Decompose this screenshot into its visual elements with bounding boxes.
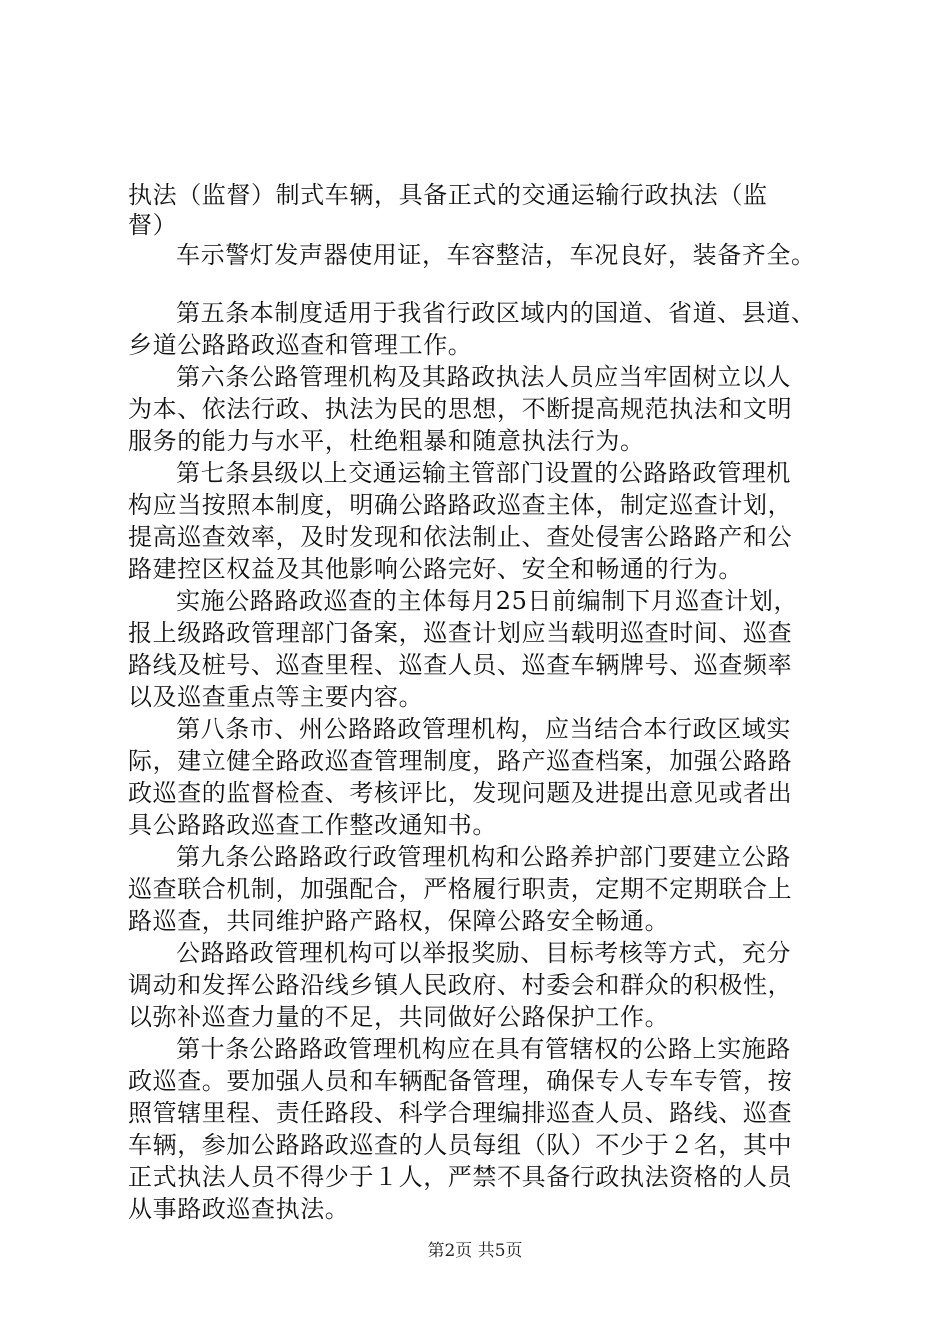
text-line: 政巡查。要加强人员和车辆配备管理，确保专人专车专管，按 [128, 1067, 793, 1095]
text-line: 以弥补巡查力量的不足，共同做好公路保护工作。 [128, 1003, 670, 1031]
text-line: 执法（监督）制式车辆，具备正式的交通运输行政执法（监 [128, 181, 768, 209]
text-line: 实施公路路政巡查的主体每月25日前编制下月巡查计划， [176, 587, 799, 615]
text-line: 正式执法人员不得少于１人，严禁不具备行政执法资格的人员 [128, 1163, 793, 1191]
text-line: 公路路政管理机构可以举报奖励、目标考核等方式，充分 [176, 939, 791, 967]
text-line: 第八条市、州公路路政管理机构，应当结合本行政区域实 [176, 715, 791, 743]
text-line: 以及巡查重点等主要内容。 [128, 683, 424, 711]
text-line: 调动和发挥公路沿线乡镇人民政府、村委会和群众的积极性， [128, 971, 793, 999]
text-line: 际，建立健全路政巡查管理制度，路产巡查档案，加强公路路 [128, 747, 793, 775]
text-line: 从事路政巡查执法。 [128, 1195, 350, 1223]
text-line: 第七条县级以上交通运输主管部门设置的公路路政管理机 [176, 459, 791, 487]
text-line: 路线及桩号、巡查里程、巡查人员、巡查车辆牌号、巡查频率 [128, 651, 793, 679]
text-line: 服务的能力与水平，杜绝粗暴和随意执法行为。 [128, 427, 645, 455]
text-line: 具公路路政巡查工作整改通知书。 [128, 811, 497, 839]
text-line: 政巡查的监督检查、考核评比，发现问题及进提出意见或者出 [128, 779, 793, 807]
text-line: 构应当按照本制度，明确公路路政巡查主体，制定巡查计划， [128, 491, 793, 519]
text-line: 督） [128, 211, 178, 239]
text-line: 第十条公路路政管理机构应在具有管辖权的公路上实施路 [176, 1035, 791, 1063]
text-line: 报上级路政管理部门备案，巡查计划应当载明巡查时间、巡查 [128, 619, 793, 647]
text-line: 照管辖里程、责任路段、科学合理编排巡查人员、路线、巡查 [128, 1099, 793, 1127]
page-footer: 第2页 共5页 [427, 1241, 523, 1261]
text-line: 为本、依法行政、执法为民的思想，不断提高规范执法和文明 [128, 395, 793, 423]
text-line: 巡查联合机制，加强配合，严格履行职责，定期不定期联合上 [128, 875, 793, 903]
text-line: 第五条本制度适用于我省行政区域内的国道、省道、县道、 [176, 299, 816, 327]
text-line: 路巡查，共同维护路产路权，保障公路安全畅通。 [128, 907, 670, 935]
text-line: 车辆，参加公路路政巡查的人员每组（队）不少于２名，其中 [128, 1131, 793, 1159]
text-line: 车示警灯发声器使用证，车容整洁，车况良好，装备齐全。 [176, 241, 816, 269]
text-line: 第六条公路管理机构及其路政执法人员应当牢固树立以人 [176, 363, 791, 391]
text-line: 乡道公路路政巡查和管理工作。 [128, 331, 473, 359]
text-line: 第九条公路路政行政管理机构和公路养护部门要建立公路 [176, 843, 791, 871]
text-line: 提高巡查效率，及时发现和依法制止、查处侵害公路路产和公 [128, 523, 793, 551]
text-line: 路建控区权益及其他影响公路完好、安全和畅通的行为。 [128, 555, 743, 583]
